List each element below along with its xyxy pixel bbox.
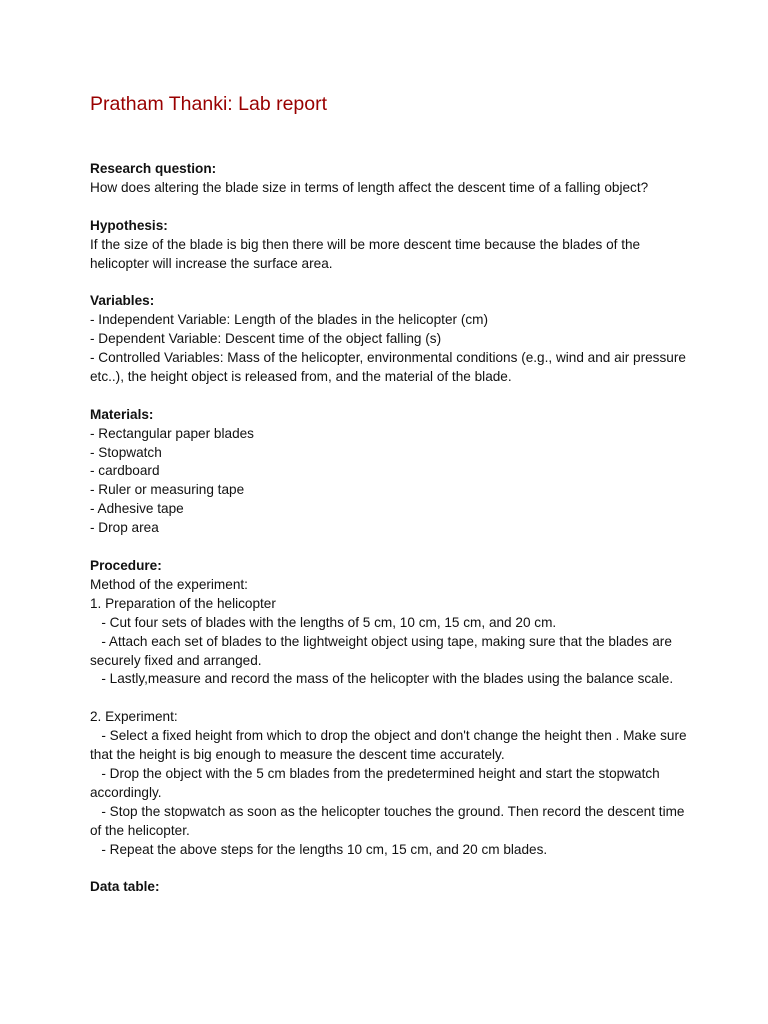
material-item: - Drop area (90, 520, 159, 536)
research-question-section (90, 160, 690, 198)
page-title: Pratham Thanki: Lab report (90, 93, 328, 115)
materials-section (90, 406, 690, 538)
procedure-intro: Method of the experiment: (90, 576, 248, 592)
procedure-section (90, 557, 690, 859)
data-table-section (90, 878, 690, 897)
procedure-step-item: - Cut four sets of blades with the lengths of 5 cm, 10 cm, 15 cm, and 20 cm. (90, 614, 557, 630)
document-page (90, 92, 690, 916)
research-question-text: How does altering the blade size in terms of length affect the descent time of a falling object? (90, 179, 649, 195)
hypothesis-text: If the size of the blade is big then there will be more descent time because the blades of the helicopter will increase the surface area. (90, 236, 644, 271)
procedure-step-item: - Drop the object with the 5 cm blades from the predetermined height and start the stopwatch accordingly. (90, 765, 664, 800)
procedure-step-title: 1. Preparation of the helicopter (90, 595, 276, 611)
variable-item: - Controlled Variables: Mass of the helicopter, environmental conditions (e.g., wind and air pressure etc..), the height object is released from, and the material of the blade. (90, 350, 690, 384)
procedure-step-item: - Attach each set of blades to the lightweight object using tape, making sure that the blades are securely fixed and arranged. (90, 633, 676, 668)
material-item: - cardboard (90, 463, 160, 479)
procedure-step-item: - Select a fixed height from which to drop the object and don't change the height then . Make sure that the height is big enough to measure the descent time accurately. (90, 728, 691, 763)
procedure-step-item: - Repeat the above steps for the lengths 10 cm, 15 cm, and 20 cm blades. (90, 841, 548, 857)
data-table-heading: Data table: (90, 879, 160, 895)
hypothesis-section (90, 217, 690, 274)
procedure-step-title: 2. Experiment: (90, 709, 178, 725)
material-item: - Stopwatch (90, 444, 162, 460)
variable-item: - Independent Variable: Length of the blades in the helicopter (cm) (90, 312, 488, 328)
variable-item: - Dependent Variable: Descent time of the object falling (s) (90, 331, 442, 347)
procedure-step-2 (90, 708, 690, 859)
materials-heading: Materials: (90, 406, 154, 422)
procedure-step-item: - Stop the stopwatch as soon as the helicopter touches the ground. Then record the descent time of the helicopter. (90, 803, 689, 838)
procedure-step-item: - Lastly,measure and record the mass of the helicopter with the blades using the balance scale. (90, 671, 674, 687)
material-item: - Adhesive tape (90, 501, 184, 517)
material-item: - Rectangular paper blades (90, 425, 254, 441)
variables-heading: Variables: (90, 293, 155, 309)
variables-section (90, 292, 690, 387)
procedure-step-1 (90, 595, 690, 690)
material-item: - Ruler or measuring tape (90, 482, 245, 498)
hypothesis-heading: Hypothesis: (90, 217, 168, 233)
procedure-heading: Procedure: (90, 557, 162, 573)
research-question-heading: Research question: (90, 161, 217, 176)
